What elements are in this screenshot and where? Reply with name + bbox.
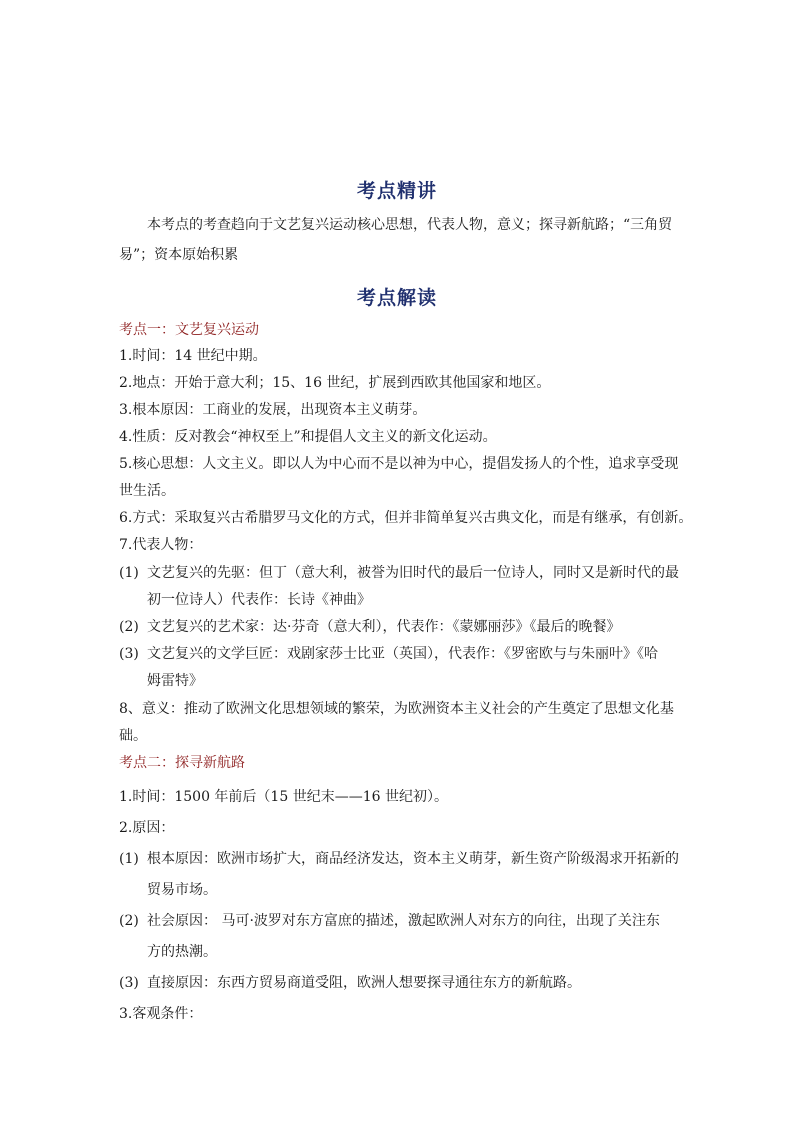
- sec2-causes: 2.原因：: [119, 820, 175, 836]
- sec1-title: 考点一：文艺复兴运动: [119, 322, 259, 338]
- sec2-conditions: 3.客观条件：: [119, 1006, 203, 1022]
- sec2-title: 考点二：探寻新航路: [119, 755, 245, 771]
- cause-3-line: [119, 973, 581, 993]
- sec1-method: 6.方式：采取复兴古希腊罗马文化的方式，但并非简单复兴古典文化，而是有继承，有创新。: [119, 510, 693, 526]
- sec1-significance-1: 8、意义：推动了欧洲文化思想领域的繁荣，为欧洲资本主义社会的产生奠定了思想文化基: [119, 701, 674, 717]
- figure-1-number: (1): [119, 565, 139, 581]
- sec1-root-cause: 3.根本原因：工商业的发展，出现资本主义萌芽。: [119, 402, 427, 418]
- intro-line-2: 易”；资本原始积累: [119, 247, 239, 263]
- figure-1-text: 文艺复兴的先驱：但丁（意大利，被誉为旧时代的最后一位诗人，同时又是新时代的最: [147, 565, 679, 581]
- figure-2-number: (2): [119, 619, 139, 635]
- sec1-nature: 4.性质：反对教会“神权至上”和提倡人文主义的新文化运动。: [119, 429, 497, 445]
- sec1-core-idea-1: 5.核心思想：人文主义。即以人为中心而不是以神为中心，提倡发扬人的个性，追求享受现: [119, 456, 679, 472]
- cause-1-number: (1): [119, 851, 139, 867]
- cause-2-text: 社会原因： 马可·波罗对东方富庶的描述，激起欧洲人对东方的向往，出现了关注东: [147, 913, 660, 929]
- sec1-time: 1.时间：14 世纪中期。: [119, 348, 267, 364]
- figure-3-line-2: 姆雷特》: [147, 673, 203, 689]
- section-heading-interpretation: 考点解读: [356, 287, 437, 309]
- figure-1-line-1: [119, 563, 679, 583]
- cause-2-line-2: 方的热潮。: [147, 944, 217, 960]
- sec1-core-idea-2: 世生活。: [119, 483, 175, 499]
- cause-1-line-2: 贸易市场。: [147, 882, 217, 898]
- figure-3-text: 文艺复兴的文学巨匠：戏剧家莎士比亚（英国），代表作：《罗密欧与与朱丽叶》《哈: [147, 646, 658, 662]
- cause-3-text: 直接原因：东西方贸易商道受阻，欧洲人想要探寻通往东方的新航路。: [147, 975, 581, 991]
- cause-2-number: (2): [119, 913, 139, 929]
- sec1-significance-2: 础。: [119, 728, 147, 744]
- cause-1-text: 根本原因：欧洲市场扩大，商品经济发达，资本主义萌芽，新生资产阶级渴求开拓新的: [147, 851, 679, 867]
- sec2-time: 1.时间：1500 年前后（15 世纪末——16 世纪初）。: [119, 789, 448, 805]
- cause-1-line-1: [119, 849, 679, 869]
- figure-3-line-1: [119, 644, 658, 664]
- figure-2-text: 文艺复兴的艺术家：达·芬奇（意大利），代表作：《蒙娜丽莎》《最后的晚餐》: [147, 619, 621, 635]
- intro-line-1: 本考点的考查趋向于文艺复兴运动核心思想，代表人物，意义；探寻新航路；“三角贸: [147, 217, 673, 233]
- figure-2-line: [119, 617, 621, 637]
- figure-3-number: (3): [119, 646, 139, 662]
- cause-2-line-1: [119, 911, 660, 931]
- cause-3-number: (3): [119, 975, 139, 991]
- sec1-place: 2.地点：开始于意大利；15、16 世纪，扩展到西欧其他国家和地区。: [119, 375, 551, 391]
- section-heading-key-points: 考点精讲: [356, 180, 437, 202]
- sec1-figures: 7.代表人物：: [119, 537, 203, 553]
- figure-1-line-2: 初一位诗人）代表作：长诗《神曲》: [147, 592, 371, 608]
